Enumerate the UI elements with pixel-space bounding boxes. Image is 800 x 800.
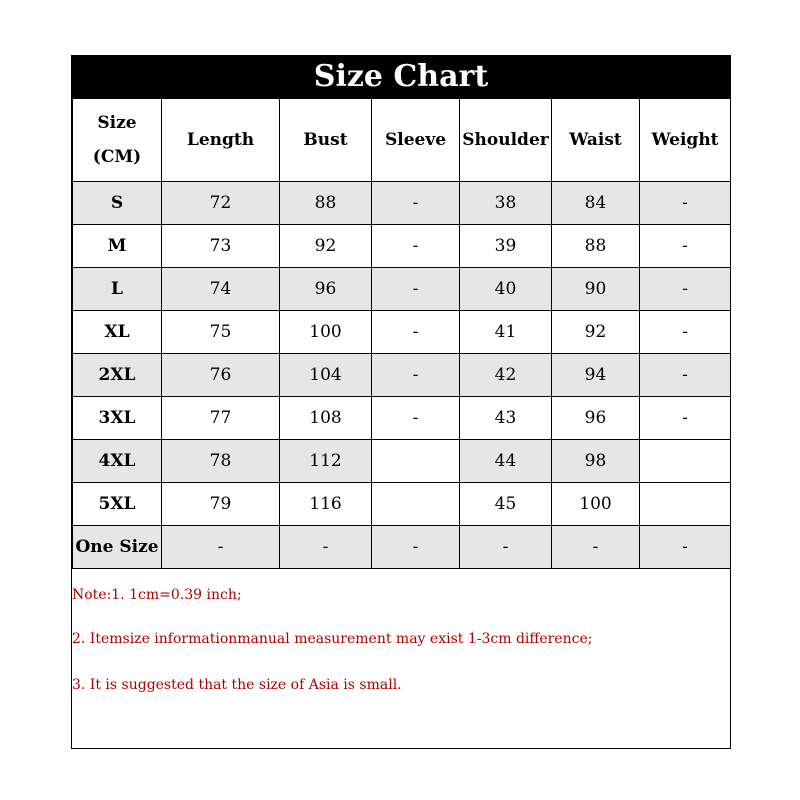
weight-cell [640, 440, 731, 483]
sleeve-cell: - [372, 225, 460, 268]
size-cell: One Size [73, 526, 162, 569]
sleeve-cell: - [372, 397, 460, 440]
header-waist: Waist [552, 99, 640, 182]
shoulder-cell: 44 [460, 440, 552, 483]
size-cell: 3XL [73, 397, 162, 440]
header-size-label: Size [97, 113, 137, 133]
bust-cell: 88 [280, 182, 372, 225]
bust-cell: - [280, 526, 372, 569]
shoulder-cell: 42 [460, 354, 552, 397]
sleeve-cell [372, 483, 460, 526]
waist-cell: 100 [552, 483, 640, 526]
size-cell: 4XL [73, 440, 162, 483]
size-cell: L [73, 268, 162, 311]
shoulder-cell: 38 [460, 182, 552, 225]
shoulder-cell: 43 [460, 397, 552, 440]
waist-cell: 90 [552, 268, 640, 311]
size-cell: 2XL [73, 354, 162, 397]
note-2: 2. Itemsize informationmanual measurement may exist 1-3cm difference; [72, 631, 593, 647]
header-row [73, 99, 731, 182]
header-weight: Weight [640, 99, 731, 182]
weight-cell [640, 483, 731, 526]
table-row [73, 397, 731, 440]
weight-cell: - [640, 311, 731, 354]
header-bust: Bust [280, 99, 372, 182]
shoulder-cell: - [460, 526, 552, 569]
length-cell: 76 [162, 354, 280, 397]
length-cell: 75 [162, 311, 280, 354]
length-cell: 79 [162, 483, 280, 526]
sleeve-cell: - [372, 311, 460, 354]
sleeve-cell: - [372, 182, 460, 225]
header-size-unit: (CM) [92, 147, 142, 167]
weight-cell: - [640, 225, 731, 268]
length-cell: - [162, 526, 280, 569]
table-row [73, 526, 731, 569]
waist-cell: 88 [552, 225, 640, 268]
waist-cell: 98 [552, 440, 640, 483]
bust-cell: 116 [280, 483, 372, 526]
header-size [73, 99, 162, 182]
shoulder-cell: 41 [460, 311, 552, 354]
sleeve-cell [372, 440, 460, 483]
shoulder-cell: 40 [460, 268, 552, 311]
waist-cell: - [552, 526, 640, 569]
length-cell: 73 [162, 225, 280, 268]
header-length: Length [162, 99, 280, 182]
size-cell: XL [73, 311, 162, 354]
waist-cell: 92 [552, 311, 640, 354]
weight-cell: - [640, 526, 731, 569]
bust-cell: 96 [280, 268, 372, 311]
table-row [73, 268, 731, 311]
sleeve-cell: - [372, 354, 460, 397]
header-shoulder: Shoulder [460, 99, 552, 182]
table-row [73, 182, 731, 225]
length-cell: 72 [162, 182, 280, 225]
length-cell: 78 [162, 440, 280, 483]
note-1: Note:1. 1cm=0.39 inch; [72, 587, 242, 603]
waist-cell: 96 [552, 397, 640, 440]
table-row [73, 311, 731, 354]
table-row [73, 440, 731, 483]
sleeve-cell: - [372, 526, 460, 569]
chart-title: Size Chart [72, 56, 730, 98]
table-row [73, 225, 731, 268]
bust-cell: 100 [280, 311, 372, 354]
size-chart [71, 55, 731, 749]
table-row [73, 354, 731, 397]
size-table [72, 98, 731, 569]
size-cell: M [73, 225, 162, 268]
table-row [73, 483, 731, 526]
length-cell: 77 [162, 397, 280, 440]
weight-cell: - [640, 354, 731, 397]
size-cell: 5XL [73, 483, 162, 526]
bust-cell: 104 [280, 354, 372, 397]
waist-cell: 94 [552, 354, 640, 397]
waist-cell: 84 [552, 182, 640, 225]
length-cell: 74 [162, 268, 280, 311]
sleeve-cell: - [372, 268, 460, 311]
header-sleeve: Sleeve [372, 99, 460, 182]
shoulder-cell: 39 [460, 225, 552, 268]
weight-cell: - [640, 182, 731, 225]
bust-cell: 92 [280, 225, 372, 268]
bust-cell: 112 [280, 440, 372, 483]
bust-cell: 108 [280, 397, 372, 440]
weight-cell: - [640, 268, 731, 311]
note-3: 3. It is suggested that the size of Asia is small. [72, 677, 402, 693]
weight-cell: - [640, 397, 731, 440]
shoulder-cell: 45 [460, 483, 552, 526]
size-cell: S [73, 182, 162, 225]
